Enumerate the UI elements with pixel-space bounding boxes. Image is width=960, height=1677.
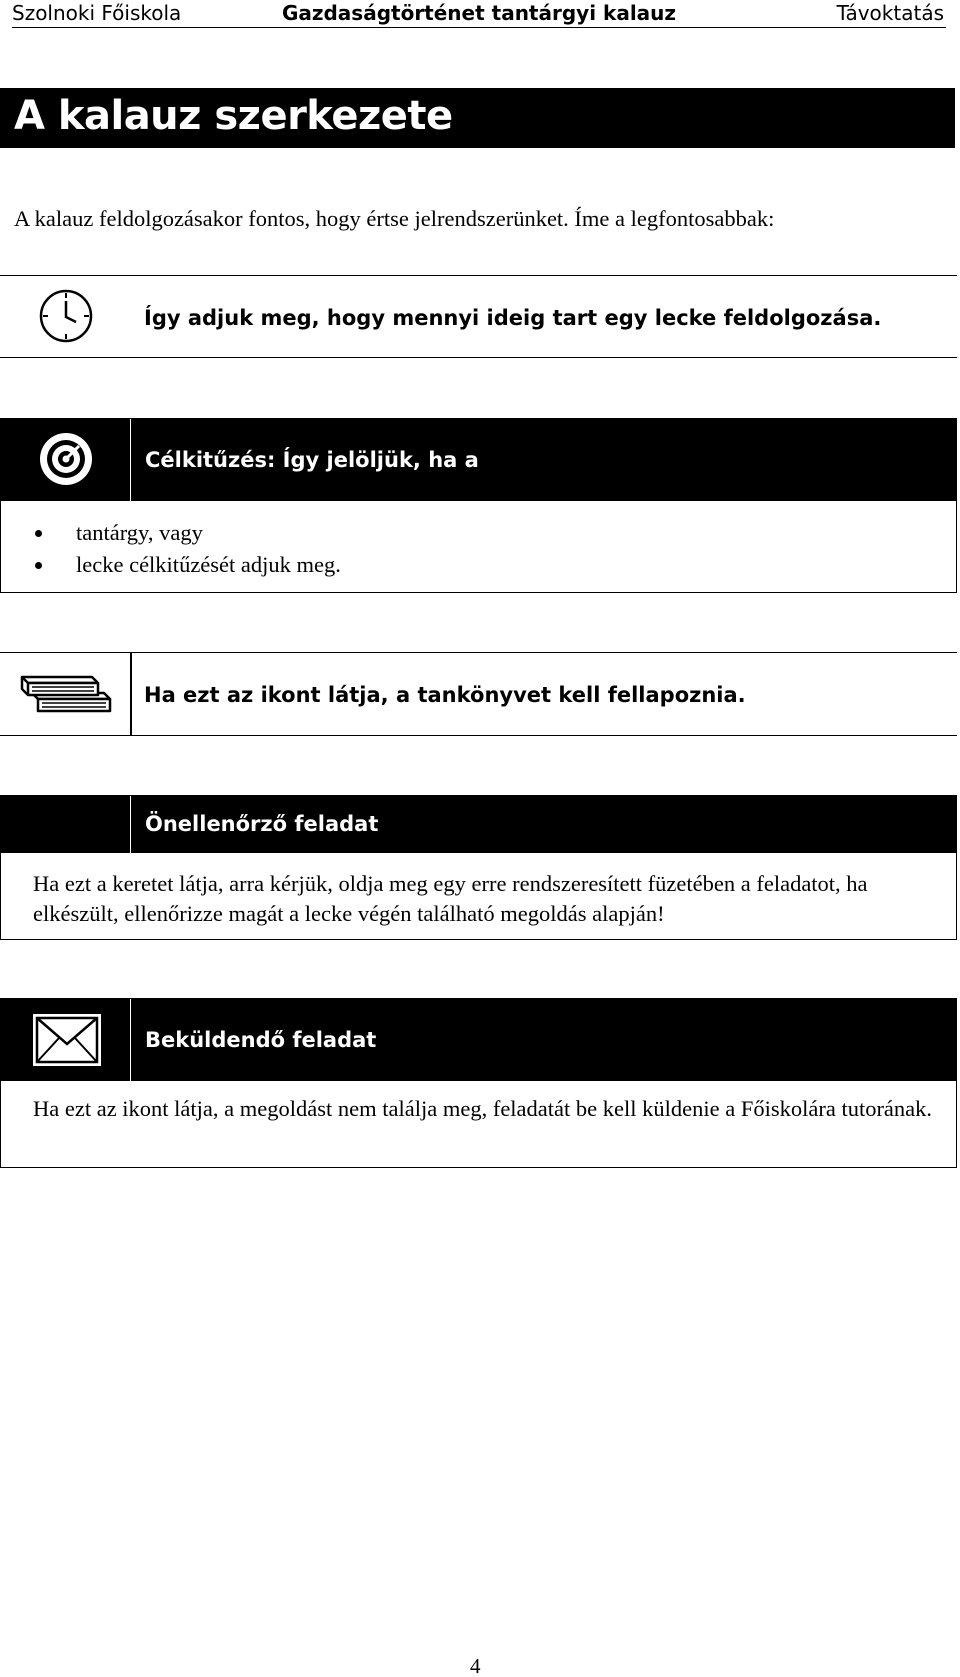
books-icon	[18, 667, 114, 730]
send-box-header	[1, 999, 956, 1081]
send-box-body: Ha ezt az ikont látja, a megoldást nem találja meg, feladatát be kell küldenie a Főiskolára tutorának.	[33, 1096, 933, 1121]
envelope-icon	[31, 1012, 103, 1073]
running-header	[12, 0, 946, 28]
header-document-title: Gazdaságtörténet tantárgyi kalauz	[281, 1, 677, 25]
book-legend-text: Ha ezt az ikont látja, a tankönyvet kell fellapoznia.	[144, 683, 746, 707]
clock-legend-row	[0, 275, 957, 358]
self-check-box-header	[1, 796, 956, 853]
target-icon	[39, 432, 93, 491]
goal-box	[0, 418, 957, 593]
goal-box-header	[1, 419, 956, 501]
send-box	[0, 998, 957, 1168]
goal-list-item: lecke célkitűzését adjuk meg.	[1, 549, 341, 581]
header-institution: Szolnoki Főiskola	[12, 1, 182, 25]
send-box-title: Beküldendő feladat	[145, 1028, 377, 1052]
book-legend-row	[0, 652, 957, 736]
self-check-box-title: Önellenőrző feladat	[145, 812, 379, 836]
header-section: Távoktatás	[836, 1, 944, 25]
goal-box-title: Célkitűzés: Így jelöljük, ha a	[145, 448, 479, 472]
page-number: 4	[470, 1654, 481, 1677]
clock-icon	[38, 288, 94, 349]
self-check-icon-cell	[1, 796, 131, 853]
book-row-divider	[130, 653, 132, 735]
goal-list	[1, 517, 341, 581]
send-icon-cell	[1, 999, 131, 1081]
self-check-box-body: Ha ezt a keretet látja, arra kérjük, oldja meg egy erre rendszeresített füzetében a feladatot, ha elkészült, ellenőrizze magát a lecke végén található megoldás alapján!	[33, 871, 868, 926]
chapter-title: A kalauz szerkezete	[0, 88, 955, 148]
clock-legend-text: Így adjuk meg, hogy mennyi ideig tart egy lecke feldolgozása.	[144, 306, 882, 330]
intro-paragraph: A kalauz feldolgozásakor fontos, hogy értse jelrendszerünket. Íme a legfontosabbak:	[14, 206, 775, 231]
goal-icon-cell	[1, 419, 131, 501]
goal-list-item: tantárgy, vagy	[1, 517, 341, 549]
self-check-box	[0, 795, 957, 940]
